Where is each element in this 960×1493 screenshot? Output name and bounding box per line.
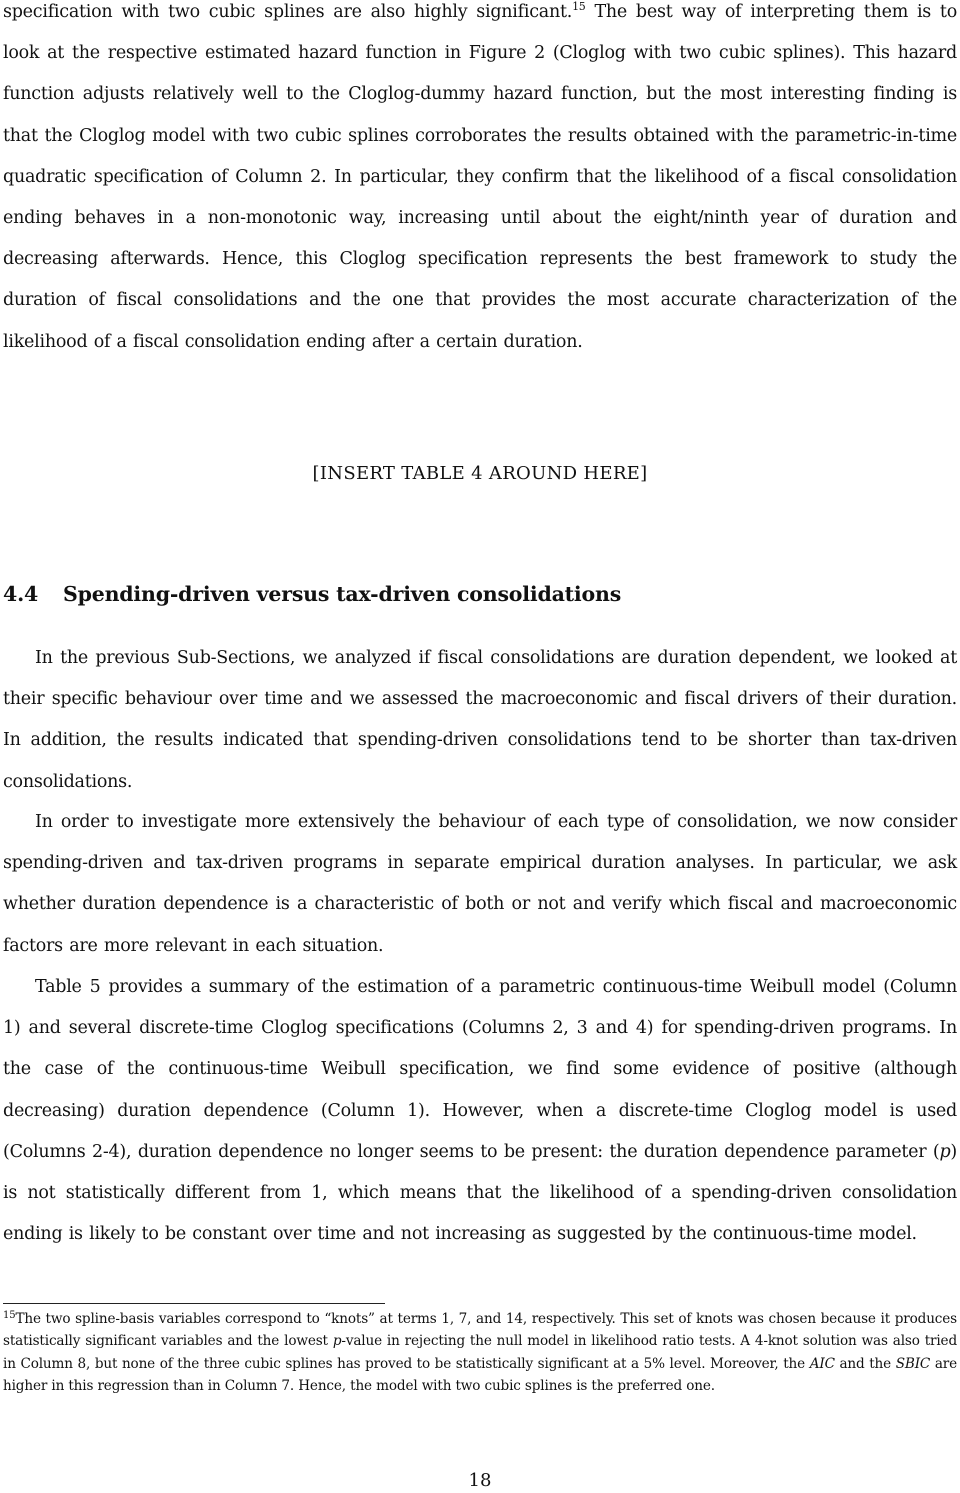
footnote-divider <box>3 1303 385 1304</box>
paragraph-text: ) is not statistically different from 1, which means that the likelihood of a spending-driven consolidation ending is likely to be constant over time and not increasing as suggested by the continuous-time model. <box>3 1141 957 1245</box>
footnote-15 <box>3 1308 957 1398</box>
footnote-text: and the <box>834 1355 896 1372</box>
paragraph-text: specification with two cubic splines are also highly significant. <box>3 2 573 22</box>
table-placeholder: [INSERT TABLE 4 AROUND HERE] <box>312 463 648 484</box>
aic-label: AIC <box>809 1355 835 1372</box>
section-heading <box>3 582 621 606</box>
section-number: 4.4 <box>3 582 39 606</box>
page-number: 18 <box>468 1470 492 1491</box>
paragraph-text: The best way of interpreting them is to look at the respective estimated hazard function in Figure 2 (Cloglog with two cubic splines). This hazard function adjusts relatively well to the Cloglog-dummy hazard function, but the most interesting finding is that the Cloglog model with two cubic splines corroborates the results obtained with the parametric-in-time quadratic specification of Column 2. In particular, they confirm that the likelihood of a fiscal consolidation ending behaves in a non-monotonic way, increasing until about the eight/ninth year of duration and decreasing afterwards. Hence, this Cloglog specification represents the best framework to study the duration of fiscal consolidations and the one that provides the most accurate characterization of the likelihood of a fiscal consolidation ending after a certain duration. <box>3 2 957 352</box>
paragraph-previous-subsections: In the previous Sub-Sections, we analyzed if fiscal consolidations are duration dependent, we looked at their specific behaviour over time and we assessed the macroeconomic and fiscal drivers of their duration. In addition, the results indicated that spending-driven consolidations tend to be shorter than tax-driven consolidations. <box>3 648 957 792</box>
paragraph-investigate-types: In order to investigate more extensively the behaviour of each type of consolidation, we now consider spending-driven and tax-driven programs in separate empirical duration analyses. In particular, we ask whether duration dependence is a characteristic of both or not and verify which fiscal and macroeconomic factors are more relevant in each situation. <box>3 812 957 956</box>
footnote-marker: 15 <box>3 1310 16 1321</box>
sbic-label: SBIC <box>895 1355 931 1372</box>
footnote-reference[interactable]: 15 <box>572 0 586 13</box>
footnote-text: The two spline-basis variables correspond to “knots” at terms 1, 7, and 14, respectively. This set of knots was chosen because it produces statistically significant variables and the lowest <box>3 1311 957 1350</box>
paragraph-text: Table 5 provides a summary of the estimation of a parametric continuous-time Weibull model (Column 1) and several discrete-time Cloglog specifications (Columns 2, 3 and 4) for spending-driven programs. In the case of the continuous-time Weibull specification, we find some evidence of positive (although decreasing) duration dependence (Column 1). However, when a discrete-time Cloglog model is used (Columns 2-4), duration dependence no longer seems to be present: the duration dependence parameter ( <box>3 977 957 1162</box>
footnote-text: are higher in this regression than in Column 7. Hence, the model with two cubic splines is the preferred one. <box>3 1355 958 1395</box>
parameter-symbol: p <box>939 1141 951 1162</box>
footnote-text: -value in rejecting the null model in likelihood ratio tests. A 4-knot solution was also tried in Column 8, but none of the three cubic splines has proved to be statistically significant at a 5% level. Moreover, the <box>3 1333 958 1372</box>
pvalue-symbol: p <box>332 1333 342 1350</box>
paragraph-hazard-interpretation <box>3 0 957 363</box>
section-title: Spending-driven versus tax-driven consolidations <box>63 582 622 606</box>
paragraph-table5-summary <box>3 967 957 1255</box>
